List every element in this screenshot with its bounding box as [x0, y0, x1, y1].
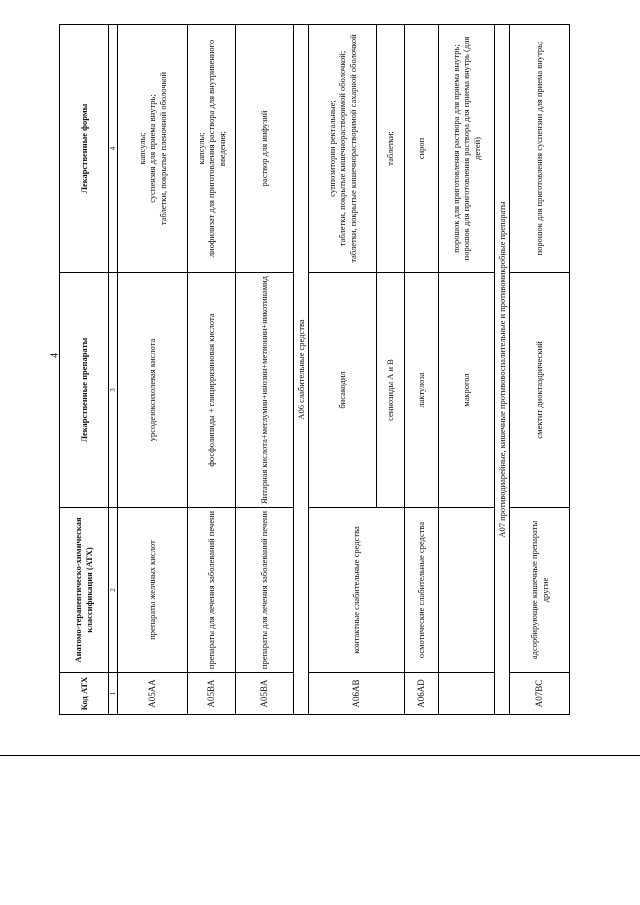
header-atc: Анатомо-терапевтическо-химическая классификация (АТХ) [60, 508, 109, 673]
table-row [309, 25, 377, 715]
atc-code: A05BA [188, 673, 236, 715]
drug-name: урсодезоксихолевая кислота [118, 273, 188, 508]
section-title-a06: A06 слабительные средства [294, 25, 309, 715]
dosage-form: таблетки, покрытые кишечнорастворимой сахарной оболочкой [347, 34, 358, 263]
drug-name: сеннозиды А и В [377, 273, 405, 508]
column-number: 3 [109, 273, 118, 508]
drug-name: Янтарная кислота+меглумин+инозин+метионин+никотинамид [236, 273, 294, 508]
atc-name: препараты желчных кислот [118, 508, 188, 673]
column-number: 4 [109, 25, 118, 273]
dosage-form: таблетки, покрытые пленочной оболочкой [157, 71, 168, 226]
dosage-form: таблетки, покрытые кишечнорастворимой оболочкой; [337, 50, 348, 247]
dosage-form: капсулы; [136, 132, 147, 165]
atc-name: осмотические слабительные средства [405, 508, 439, 673]
dosage-forms [309, 25, 377, 273]
table-row [236, 25, 294, 715]
atc-code: A06AD [405, 673, 439, 715]
dosage-forms [188, 25, 236, 273]
column-number: 1 [109, 673, 118, 715]
atc-code: A07BC [510, 673, 570, 715]
atc-code: A05BA [236, 673, 294, 715]
drug-name: лактулоза [405, 273, 439, 508]
empty-cell [439, 508, 495, 673]
page-bottom-rule [0, 755, 640, 756]
drug-name: фосфолипиды + глицирризиновая кислота [188, 273, 236, 508]
column-number: 2 [109, 508, 118, 673]
drug-name: бисакодил [309, 273, 377, 508]
dosage-form: суспензия для приема внутрь; [147, 94, 158, 203]
dosage-form: суппозитории ректальные; [326, 100, 337, 197]
drug-name: смектит диоктаэдрический [510, 273, 570, 508]
header-code: Код АТХ [60, 673, 109, 715]
dosage-form: сироп [416, 137, 427, 160]
dosage-form: порошок для приготовления раствора для приема внутрь (для детей) [461, 36, 482, 261]
dosage-form: капсулы; [195, 132, 206, 165]
dosage-forms [439, 25, 495, 273]
header-drugs: Лекарственные препараты [60, 273, 109, 508]
drug-name: макрогол [439, 273, 495, 508]
dosage-form: порошок для приготовления суспензии для приема внутрь; [534, 41, 545, 256]
table-row [510, 25, 570, 715]
table-row [118, 25, 188, 715]
section-title-a07: A07 противодиарейные, кишечные противовоспалительные и противомикробные препараты [495, 25, 510, 715]
dosage-form: лиофилизат для приготовления раствора для внутривенного введения; [206, 39, 227, 258]
header-forms: Лекарственные формы [60, 25, 109, 273]
empty-cell [439, 673, 495, 715]
atc-code: A06AB [309, 673, 405, 715]
atc-code: A05AA [118, 673, 188, 715]
dosage-form: таблетки; [385, 131, 396, 166]
table-row [405, 25, 439, 715]
drug-classification-table [59, 24, 570, 715]
section-row [495, 25, 510, 715]
table-row [188, 25, 236, 715]
atc-name: препараты для лечения заболеваний печени [236, 508, 294, 673]
dosage-forms [118, 25, 188, 273]
dosage-forms [405, 25, 439, 273]
dosage-forms [510, 25, 570, 273]
rotated-table-container [59, 25, 550, 715]
dosage-form: порошок для приготовления раствора для приема внутрь; [450, 44, 461, 253]
atc-name: препараты для лечения заболеваний печени [188, 508, 236, 673]
dosage-forms [236, 25, 294, 273]
page-number: 4 [49, 353, 61, 358]
atc-name: адсорбирующие кишечные препараты другие [510, 508, 570, 673]
atc-name: контактные слабительные средства [309, 508, 405, 673]
column-number-row [109, 25, 118, 715]
table-row [439, 25, 495, 715]
dosage-form: раствор для инфузий [259, 110, 270, 187]
table-header-row [60, 25, 109, 715]
section-row [294, 25, 309, 715]
dosage-forms [377, 25, 405, 273]
